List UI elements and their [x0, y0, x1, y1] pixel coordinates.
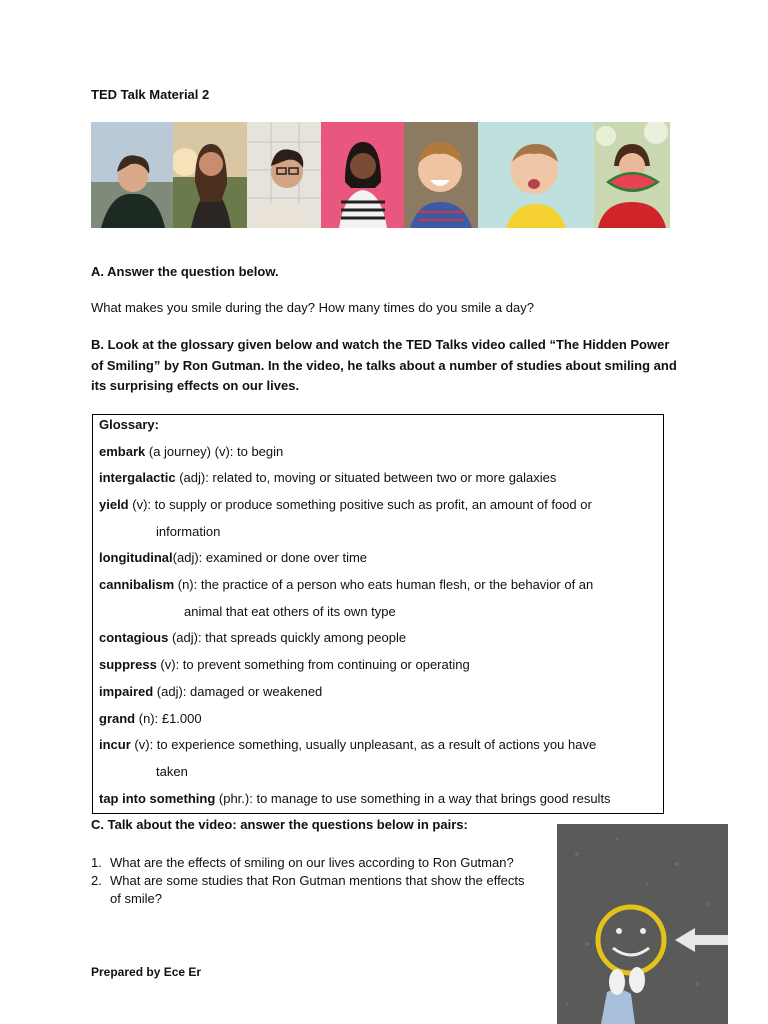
question-text: What are the effects of smiling on our lives according to Ron Gutman? — [110, 855, 514, 870]
glossary-term: cannibalism — [99, 577, 175, 592]
list-number: 2. — [91, 873, 102, 888]
photo-smiling-woman-sunset — [173, 122, 247, 228]
glossary-term: longitudinal — [99, 550, 173, 565]
section-c-heading: C. Talk about the video: answer the questions below in pairs: — [91, 817, 468, 832]
glossary-definition-continuation: taken — [156, 764, 188, 779]
photo-girl-with-watermelon — [594, 122, 670, 228]
photo-woman-pink-background — [321, 122, 404, 228]
glossary-definition: (v): to experience something, usually unpleasant, as a result of actions you have — [130, 737, 597, 752]
section-c-question-list — [91, 854, 531, 908]
glossary-term: suppress — [99, 657, 157, 672]
glossary-entry — [99, 577, 593, 592]
glossary-box — [92, 414, 664, 814]
glossary-definition: (adj): examined or done over time — [172, 550, 368, 565]
glossary-term: embark — [99, 444, 146, 459]
photo-smiling-baby — [478, 122, 594, 228]
list-item — [91, 854, 531, 872]
section-a-question: What makes you smile during the day? How many times do you smile a day? — [91, 300, 534, 315]
photo-man-with-glasses — [247, 122, 321, 228]
glossary-term: intergalactic — [99, 470, 176, 485]
author-credit: Prepared by Ece Er — [91, 965, 202, 979]
glossary-definition: (adj): damaged or weakened — [153, 684, 323, 699]
glossary-definition-continuation: animal that eat others of its own type — [184, 604, 396, 619]
glossary-term: impaired — [99, 684, 154, 699]
glossary-entry — [99, 711, 202, 726]
glossary-term: contagious — [99, 630, 169, 645]
glossary-term: yield — [99, 497, 129, 512]
list-number: 1. — [91, 855, 102, 870]
glossary-term: grand — [99, 711, 136, 726]
glossary-definition: (v): to supply or produce something positive such as profit, an amount of food or — [128, 497, 592, 512]
glossary-entry — [99, 737, 596, 752]
glossary-entry — [99, 791, 611, 806]
photo-laughing-man — [91, 122, 173, 228]
glossary-definition: (phr.): to manage to use something in a way that brings good results — [215, 791, 611, 806]
smiley-on-asphalt-photo — [557, 824, 728, 1024]
glossary-definition-continuation: information — [156, 524, 221, 539]
glossary-definition: (n): £1.000 — [135, 711, 202, 726]
page-title: TED Talk Material 2 — [91, 87, 210, 102]
glossary-definition: (adj): related to, moving or situated between two or more galaxies — [175, 470, 557, 485]
glossary-entry — [99, 497, 592, 512]
glossary-term: incur — [99, 737, 131, 752]
glossary-entry — [99, 550, 367, 565]
glossary-entry — [99, 444, 283, 459]
question-text: What are some studies that Ron Gutman mentions that show the effects of smile? — [110, 873, 525, 906]
glossary-entry — [99, 630, 406, 645]
glossary-heading: Glossary: — [99, 417, 159, 432]
glossary-term: tap into something — [99, 791, 216, 806]
glossary-definition: (v): to prevent something from continuing or operating — [156, 657, 470, 672]
glossary-entry — [99, 684, 322, 699]
list-item — [91, 872, 531, 908]
smiling-faces-photo-strip — [91, 122, 670, 228]
section-b-instructions: B. Look at the glossary given below and watch the TED Talks video called “The Hidden Power of Smiling” by Ron Gutman. In the video, he talks about a number of studies about smiling and its surprising effects on our lives. — [91, 337, 677, 393]
glossary-definition: (adj): that spreads quickly among people — [168, 630, 407, 645]
glossary-definition: (n): the practice of a person who eats human flesh, or the behavior of an — [174, 577, 594, 592]
glossary-entry — [99, 657, 470, 672]
photo-laughing-boy — [404, 122, 478, 228]
section-a-heading: A. Answer the question below. — [91, 264, 279, 279]
glossary-definition: (a journey) (v): to begin — [145, 444, 284, 459]
glossary-entry — [99, 470, 556, 485]
